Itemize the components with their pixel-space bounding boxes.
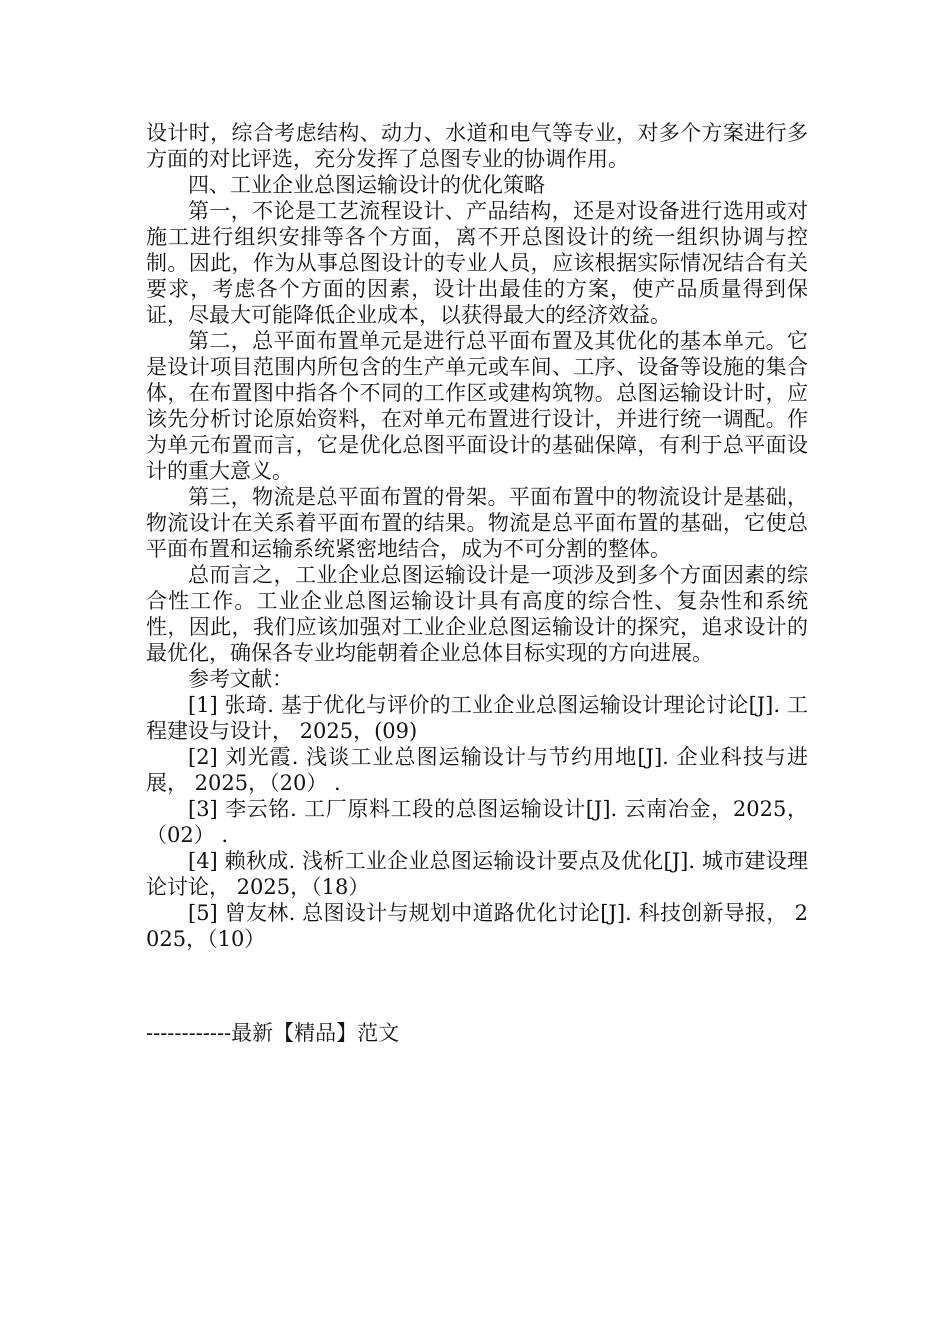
paragraph-third: 第三，物流是总平面布置的骨架。平面布置中的物流设计是基础，物流设计在关系着平面布置的结果。物流是总平面布置的基础，它使总平面布置和运输系统紧密地结合，成为不可分割的整体。 (146, 485, 808, 561)
section-heading: 四、工业企业总图运输设计的优化策略 (188, 173, 545, 197)
reference-item: [4] 赖秋成. 浅析工业企业总图运输设计要点及优化[J]. 城市建设理论讨论， 2025，（18） (146, 849, 808, 899)
paragraph-second: 第二，总平面布置单元是进行总平面布置及其优化的基本单元。它是设计项目范围内所包含的生产单元或车间、工序、设备等设施的集合体，在布置图中指各个不同的工作区或建构筑物。总图运输设计时，应该先分析讨论原始资料，在对单元布置进行设计，并进行统一调配。作为单元布置而言，它是优化总图平面设计的基础保障，有利于总平面设计的重大意义。 (146, 329, 808, 483)
page-footer: ------------最新【精品】范文 (146, 1021, 400, 1045)
reference-item: [5] 曾友林. 总图设计与规划中道路优化讨论[J]. 科技创新导报， 2025，（10） (146, 901, 808, 951)
reference-item: [2] 刘光霞. 浅谈工业总图运输设计与节约用地[J]. 企业科技与进展， 2025，（20） . (146, 745, 808, 795)
paragraph-first: 第一，不论是工艺流程设计、产品结构，还是对设备进行选用或对施工进行组织安排等各个方面，离不开总图设计的统一组织协调与控制。因此，作为从事总图设计的专业人员，应该根据实际情况结合有关要求，考虑各个方面的因素，设计出最佳的方案，使产品质量得到保证，尽最大可能降低企业成本，以获得最大的经济效益。 (146, 199, 808, 327)
document-body (146, 120, 808, 952)
paragraph-continuation: 设计时，综合考虑结构、动力、水道和电气等专业，对多个方案进行多方面的对比评选，充分发挥了总图专业的协调作用。 (146, 121, 808, 171)
references-heading: 参考文献： (188, 667, 293, 691)
reference-item: [1] 张琦. 基于优化与评价的工业企业总图运输设计理论讨论[J]. 工程建设与设计， 2025，(09) (146, 693, 808, 743)
reference-item: [3] 李云铭. 工厂原料工段的总图运输设计[J]. 云南冶金，2025，（02） . (146, 797, 808, 847)
paragraph-conclusion: 总而言之，工业企业总图运输设计是一项涉及到多个方面因素的综合性工作。工业企业总图运输设计具有高度的综合性、复杂性和系统性，因此，我们应该加强对工业企业总图运输设计的探究，追求设计的最优化，确保各专业均能朝着企业总体目标实现的方向进展。 (146, 563, 808, 665)
